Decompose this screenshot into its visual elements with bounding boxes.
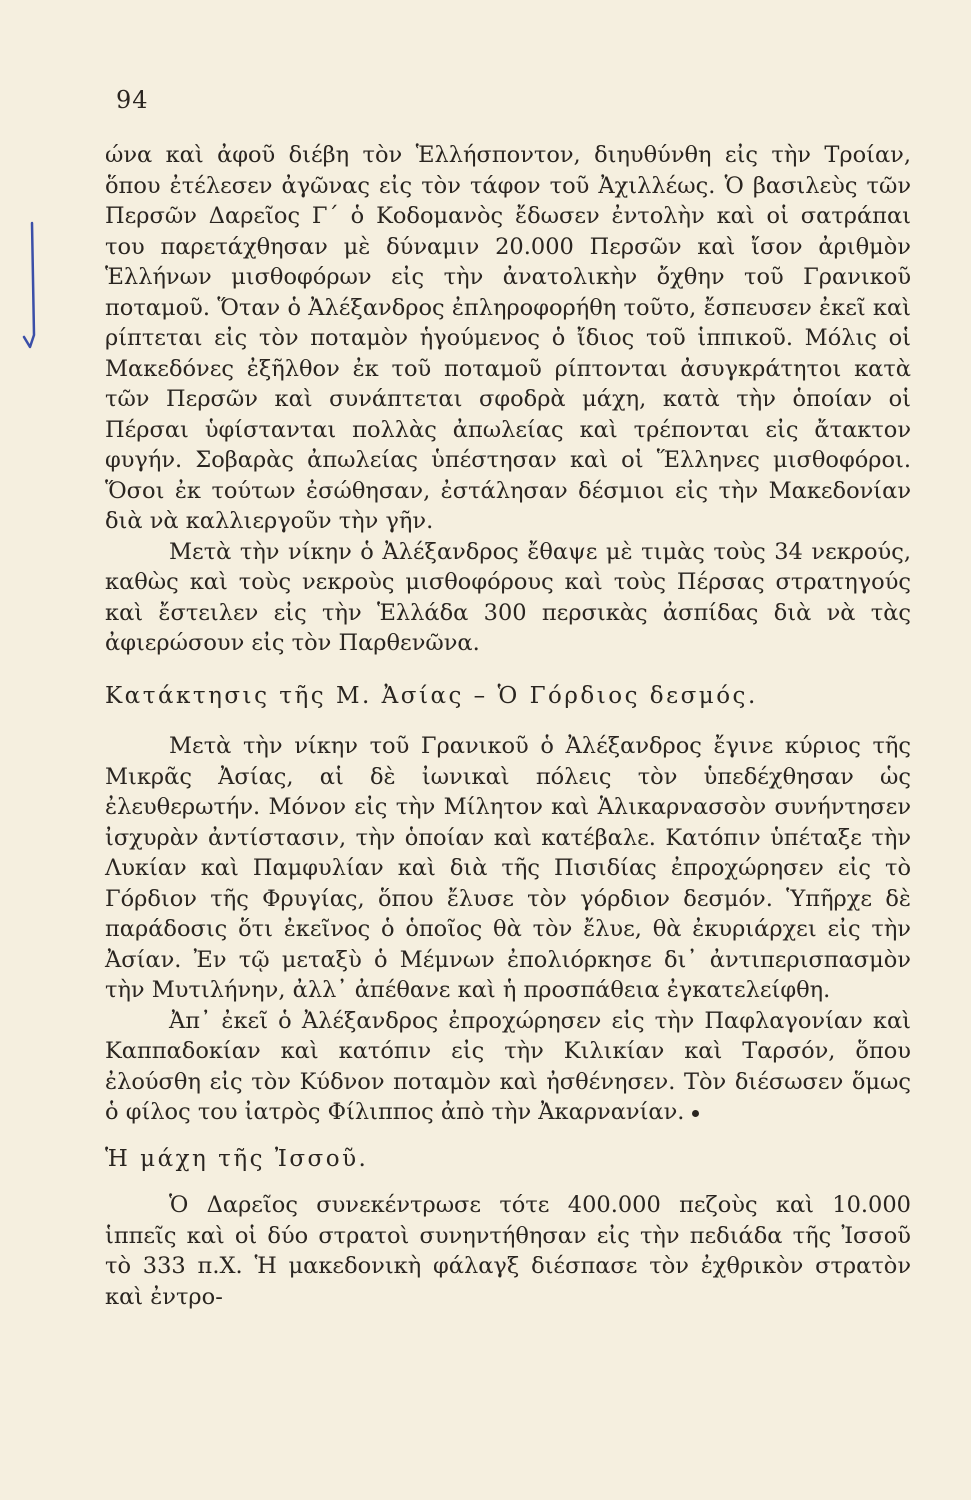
margin-checkmark: [20, 215, 60, 365]
paragraph-issus: Ὁ Δαρεῖος συνεκέντρωσε τότε 400.000 πεζοὺς καὶ 10.000 ἱππεῖς καὶ οἱ δύο στρατοὶ συνηντήθησαν εἰς τὴν πεδιάδα τῆς Ἰσσοῦ τὸ 333 π.Χ. Ἡ μακεδονικὴ φάλαγξ διέσπασε τὸν ἐχθρικὸν στρατὸν καὶ ἐντρο-: [105, 1192, 911, 1310]
paragraph-cilicia: Ἀπ᾽ ἐκεῖ ὁ Ἀλέξανδρος ἐπροχώρησεν εἰς τὴν Παφλαγονίαν καὶ Καππαδοκίαν καὶ κατόπιν εἰς τὴν Κιλικίαν καὶ Ταρσόν, ὅπου ἐλούσθη εἰς τὸν Κύδνον ποταμὸν καὶ ἠσθένησεν. Τὸν διέσωσεν ὅμως ὁ φίλος του ἰατρὸς Φίλιππος ἀπὸ τὴν Ἀκαρνανίαν.: [105, 1007, 911, 1125]
ink-dot: [692, 1110, 699, 1117]
paragraph-granicus: ώνα καὶ ἀφοῦ διέβη τὸν Ἑλλήσποντον, διηυθύνθη εἰς τὴν Τροίαν, ὅπου ἐτέλεσεν ἀγῶνας εἰς τὸν τάφον τοῦ Ἀχιλλέως. Ὁ βασιλεὺς τῶν Περσῶν Δαρεῖος Γ΄ ὁ Κοδομανὸς ἔδωσεν ἐντολὴν καὶ οἱ σατράπαι του παρετάχθησαν μὲ δύναμιν 20.000 Περσῶν καὶ ἴσον ἀριθμὸν Ἑλλήνων μισθοφόρων εἰς τὴν ἀνατολικὴν ὄχθην τοῦ Γρανικοῦ ποταμοῦ. Ὅταν ὁ Ἀλέξανδρος ἐπληροφορήθη τοῦτο, ἔσπευσεν ἐκεῖ καὶ ρίπτεται εἰς τὸν ποταμὸν ἡγούμενος ὁ ἴδιος τοῦ ἱππικοῦ. Μόλις οἱ Μακεδόνες ἐξῆλθον ἐκ τοῦ ποταμοῦ ρίπτονται ἀσυγκράτητοι κατὰ τῶν Περσῶν καὶ συνάπτεται σφοδρὰ μάχη, κατὰ τὴν ὁποίαν οἱ Πέρσαι ὑφίστανται πολλὰς ἀπωλείας καὶ τρέπονται εἰς ἄτακτον φυγήν. Σοβαρὰς ἀπωλείας ὑπέστησαν καὶ οἱ Ἕλληνες μισθοφόροι. Ὅσοι ἐκ τούτων ἐσώθησαν, ἐστάλησαν δέσμιοι εἰς τὴν Μακεδονίαν διὰ νὰ καλλιεργοῦν τὴν γῆν.: [105, 142, 911, 534]
section-heading-conquest: Κατάκτησις τῆς Μ. Ἀσίας – Ὁ Γόρδιος δεσμός.: [105, 682, 758, 709]
page-number: 94: [116, 86, 149, 114]
paragraph-asia-minor: Μετὰ τὴν νίκην τοῦ Γρανικοῦ ὁ Ἀλέξανδρος ἔγινε κύριος τῆς Μικρᾶς Ἀσίας, αἱ δὲ ἰωνικαὶ πόλεις τὸν ὑπεδέχθησαν ὡς ἐλευθερωτήν. Μόνον εἰς τὴν Μίλητον καὶ Ἁλικαρνασσὸν συνήντησεν ἰσχυρὰν ἀντίστασιν, τὴν ὁποίαν καὶ κατέβαλε. Κατόπιν ὑπέταξε τὴν Λυκίαν καὶ Παμφυλίαν καὶ διὰ τῆς Πισιδίας ἐπροχώρησεν εἰς τὸ Γόρδιον τῆς Φρυγίας, ὅπου ἔλυσε τὸν γόρδιον δεσμόν. Ὑπῆρχε δὲ παράδοσις ὅτι ἐκεῖνος ὁ ὁποῖος θὰ τὸν ἔλυε, θὰ ἐκυριάρχει εἰς τὴν Ἀσίαν. Ἐν τῷ μεταξὺ ὁ Μέμνων ἐπολιόρκησε δι᾽ ἀντιπερισπασμὸν τὴν Μυτιλήνην, ἀλλ᾽ ἀπέθανε καὶ ἡ προσπάθεια ἐγκατελείφθη.: [105, 733, 911, 1003]
section-heading-issus: Ἡ μάχη τῆς Ἰσσοῦ.: [105, 1145, 369, 1172]
text-body: [105, 140, 911, 1312]
paragraph-burial: Μετὰ τὴν νίκην ὁ Ἀλέξανδρος ἔθαψε μὲ τιμὰς τοὺς 34 νεκρούς, καθὼς καὶ τοὺς νεκροὺς μισθοφόρους καὶ τοὺς Πέρσας στρατηγούς καὶ ἔστειλεν εἰς τὴν Ἑλλάδα 300 περσικὰς ἀσπίδας διὰ νὰ τὰς ἀφιερώσουν εἰς τὸν Παρθενῶνα.: [105, 538, 911, 656]
